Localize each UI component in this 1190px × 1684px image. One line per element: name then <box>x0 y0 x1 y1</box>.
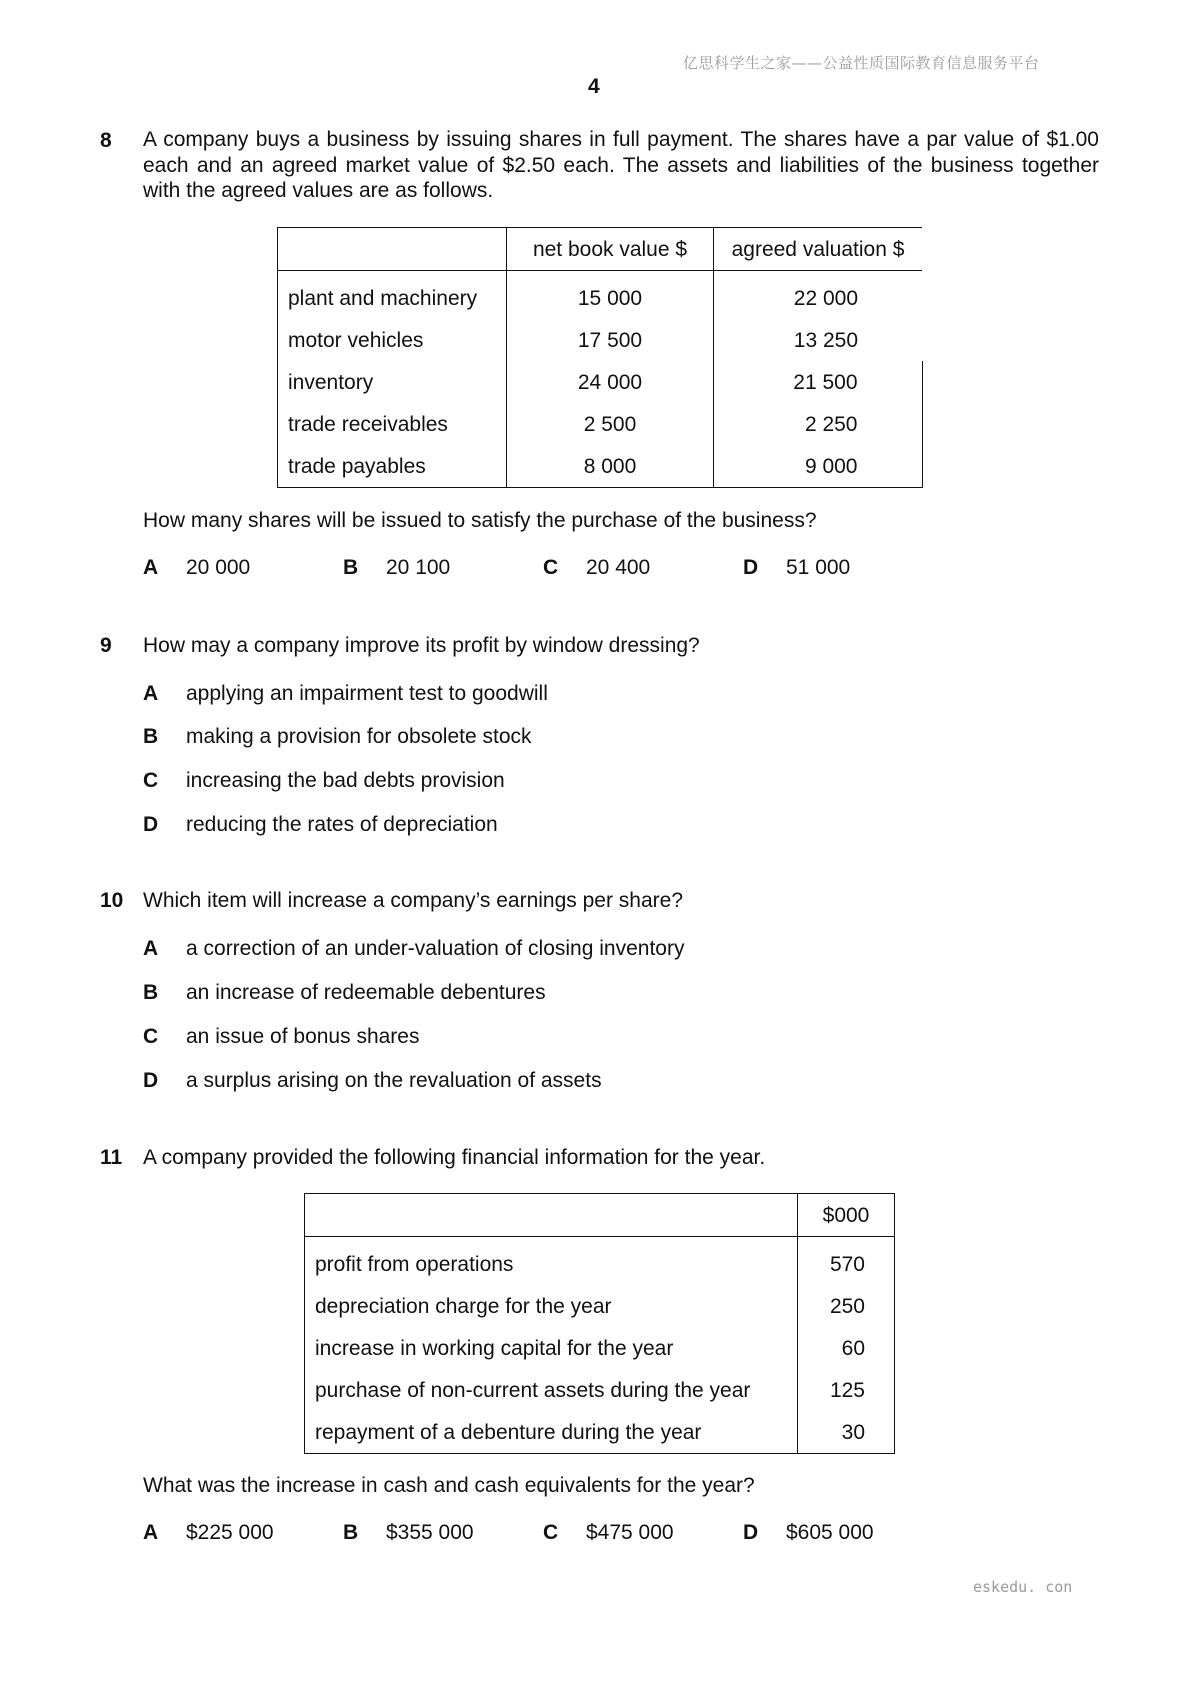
option-letter: D <box>743 556 759 579</box>
option-text: 51 000 <box>786 556 851 579</box>
table-cell: depreciation charge for the year <box>305 1285 798 1327</box>
table-cell: profit from operations <box>305 1237 798 1286</box>
option-text: 20 000 <box>186 556 251 579</box>
option-letter: C <box>143 1025 159 1048</box>
option-letter: A <box>143 682 159 705</box>
option-letter: A <box>143 937 159 960</box>
question-8-prompt: How many shares will be issued to satisfy the purchase of the business? <box>143 509 817 532</box>
table-cell: 21 500 <box>714 361 923 403</box>
option-letter: C <box>543 556 559 579</box>
question-9-prompt: How may a company improve its profit by window dressing? <box>143 634 700 657</box>
table-header-cell <box>278 228 507 271</box>
table-cell: plant and machinery <box>278 271 507 320</box>
table-row <box>305 1369 895 1411</box>
question-11-number: 11 <box>100 1146 123 1169</box>
table-cell: trade payables <box>278 445 507 488</box>
table-cell: 250 <box>829 1294 865 1318</box>
option-text: making a provision for obsolete stock <box>186 725 532 748</box>
option-text: an issue of bonus shares <box>186 1025 420 1048</box>
option-text: $605 000 <box>786 1521 874 1544</box>
option-text: applying an impairment test to goodwill <box>186 682 548 705</box>
option-letter: B <box>143 981 159 1004</box>
option-text: reducing the rates of depreciation <box>186 813 498 836</box>
question-8-number: 8 <box>100 129 112 152</box>
table-row <box>278 271 923 320</box>
table-cell: 13 250 <box>793 328 858 352</box>
table-cell: 570 <box>829 1252 865 1276</box>
table-row <box>278 445 923 488</box>
table-header-row <box>278 228 923 271</box>
table-cell: 30 <box>841 1420 865 1444</box>
table-row <box>305 1285 895 1327</box>
option-text: a surplus arising on the revaluation of assets <box>186 1069 602 1092</box>
table-cell: inventory <box>278 361 507 403</box>
option-letter: C <box>543 1521 559 1544</box>
option-letter: A <box>143 1521 159 1544</box>
option-text: 20 100 <box>386 556 451 579</box>
option-letter: D <box>743 1521 759 1544</box>
option-letter: C <box>143 769 159 792</box>
option-letter: B <box>343 1521 359 1544</box>
option-text: a correction of an under-valuation of closing inventory <box>186 937 685 960</box>
header-watermark: 亿思科学生之家——公益性质国际教育信息服务平台 <box>683 54 1040 72</box>
question-8-text: A company buys a business by issuing shares in full payment. The shares have a par value of $1.00 each and an agreed market value of $2.50 each. The assets and liabilities of the business together with the agreed values are as follows. <box>143 128 1099 202</box>
option-text: increasing the bad debts provision <box>186 769 505 792</box>
table-cell: motor vehicles <box>278 319 507 361</box>
table-cell: 17 500 <box>507 319 714 361</box>
table-row <box>278 403 923 445</box>
option-text: an increase of redeemable debentures <box>186 981 546 1004</box>
table-row <box>278 319 923 361</box>
option-letter: D <box>143 1069 159 1092</box>
table-header-cell: net book value $ <box>507 228 714 271</box>
table-cell: 2 250 <box>714 403 923 445</box>
table-row <box>305 1411 895 1454</box>
question-10-number: 10 <box>100 889 124 912</box>
question-11-text: A company provided the following financial information for the year. <box>143 1146 766 1169</box>
table-cell: 60 <box>841 1336 865 1360</box>
table-cell: repayment of a debenture during the year <box>305 1411 798 1454</box>
option-text: 20 400 <box>586 556 651 579</box>
table-cell: 125 <box>829 1378 865 1402</box>
table-cell: 24 000 <box>507 361 714 403</box>
table-header-cell <box>305 1194 798 1237</box>
table-cell: 22 000 <box>793 286 858 310</box>
question-10-prompt: Which item will increase a company’s earnings per share? <box>143 889 684 912</box>
table-cell: 8 000 <box>507 445 714 488</box>
table-header-cell: $000 <box>798 1194 895 1237</box>
page-number: 4 <box>588 75 600 98</box>
option-letter: A <box>143 556 159 579</box>
table-row <box>305 1327 895 1369</box>
table-row <box>305 1237 895 1286</box>
option-text: $225 000 <box>186 1521 274 1544</box>
question-9-number: 9 <box>100 634 112 657</box>
option-letter: B <box>343 556 359 579</box>
table-row <box>278 361 923 403</box>
option-text: $355 000 <box>386 1521 474 1544</box>
footer-source: eskedu. con <box>973 1578 1073 1596</box>
option-text: $475 000 <box>586 1521 674 1544</box>
table-cell: 9 000 <box>714 445 923 488</box>
table-cell: purchase of non-current assets during the year <box>305 1369 798 1411</box>
table-cell: trade receivables <box>278 403 507 445</box>
question-11-prompt: What was the increase in cash and cash equivalents for the year? <box>143 1474 755 1497</box>
table-cell: 2 500 <box>507 403 714 445</box>
table-cell: 15 000 <box>507 271 714 320</box>
option-letter: D <box>143 813 159 836</box>
table-header-cell: agreed valuation $ <box>714 228 923 271</box>
question-11-table <box>304 1193 895 1454</box>
table-header-row <box>305 1194 895 1237</box>
option-letter: B <box>143 725 159 748</box>
question-8-table <box>277 227 923 488</box>
table-cell: increase in working capital for the year <box>305 1327 798 1369</box>
